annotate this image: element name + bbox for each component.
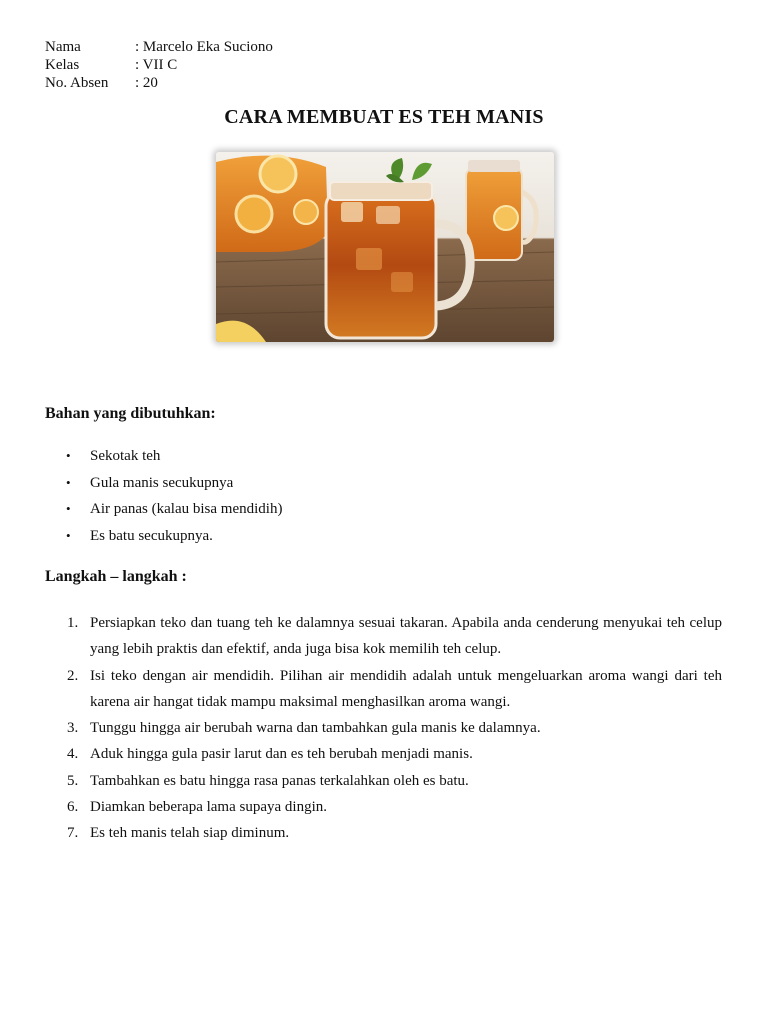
step-number: 7.: [67, 825, 79, 842]
iced-tea-photo: [216, 152, 554, 342]
step-number: 3.: [67, 720, 79, 737]
step-text: Es teh manis telah siap diminum.: [90, 825, 290, 842]
step-text: Isi teko dengan air mendidih. Pilihan air mendidih adalah untuk mengeluarkan aroma wangi dari teh karena air hangat tidak mampu maksimal menghasilkan aroma wangi.: [90, 667, 722, 710]
info-row-name: [45, 38, 273, 56]
list-item: [45, 741, 722, 767]
list-item: [45, 663, 722, 716]
list-item: [45, 794, 722, 820]
ingredients-list: [45, 446, 282, 552]
step-number: 4.: [67, 746, 79, 763]
steps-list: [45, 610, 722, 847]
step-text: Persiapkan teko dan tuang teh ke dalamnya sesuai takaran. Apabila anda cenderung menyukai teh celup yang lebih praktis dan efektif, anda juga bisa kok memilih teh celup.: [90, 615, 722, 658]
step-text: Tunggu hingga air berubah warna dan tambahkan gula manis ke dalamnya.: [90, 720, 541, 737]
info-row-class: [45, 56, 273, 74]
list-item: [45, 715, 722, 741]
step-number: 5.: [67, 772, 79, 789]
info-label: Kelas: [45, 57, 80, 73]
list-item: • Gula manis secukupnya: [45, 473, 282, 500]
info-row-number: [45, 74, 273, 92]
student-info: [45, 38, 273, 92]
info-value: : VII C: [135, 57, 178, 73]
steps-heading: Langkah – langkah :: [45, 568, 187, 585]
step-number: 1.: [67, 615, 79, 631]
info-label: No. Absen: [45, 75, 109, 91]
ingredients-heading: Bahan yang dibutuhkan:: [45, 405, 216, 422]
step-number: 2.: [67, 667, 79, 684]
list-item: • Es batu secukupnya.: [45, 526, 282, 553]
info-value: : Marcelo Eka Suciono: [135, 39, 273, 55]
list-item: [45, 820, 722, 846]
step-number: 6.: [67, 799, 79, 816]
list-item: [45, 610, 722, 663]
step-text: Tambahkan es batu hingga rasa panas terkalahkan oleh es batu.: [90, 772, 469, 789]
step-text: Diamkan beberapa lama supaya dingin.: [90, 799, 327, 816]
list-item: [45, 768, 722, 794]
list-item: • Sekotak teh: [45, 446, 282, 473]
list-item: • Air panas (kalau bisa mendidih): [45, 499, 282, 526]
document-title: CARA MEMBUAT ES TEH MANIS: [224, 106, 544, 128]
step-text: Aduk hingga gula pasir larut dan es teh berubah menjadi manis.: [90, 746, 473, 763]
info-label: Nama: [45, 39, 81, 55]
info-value: : 20: [135, 75, 158, 91]
iced-tea-illustration: [216, 152, 554, 342]
